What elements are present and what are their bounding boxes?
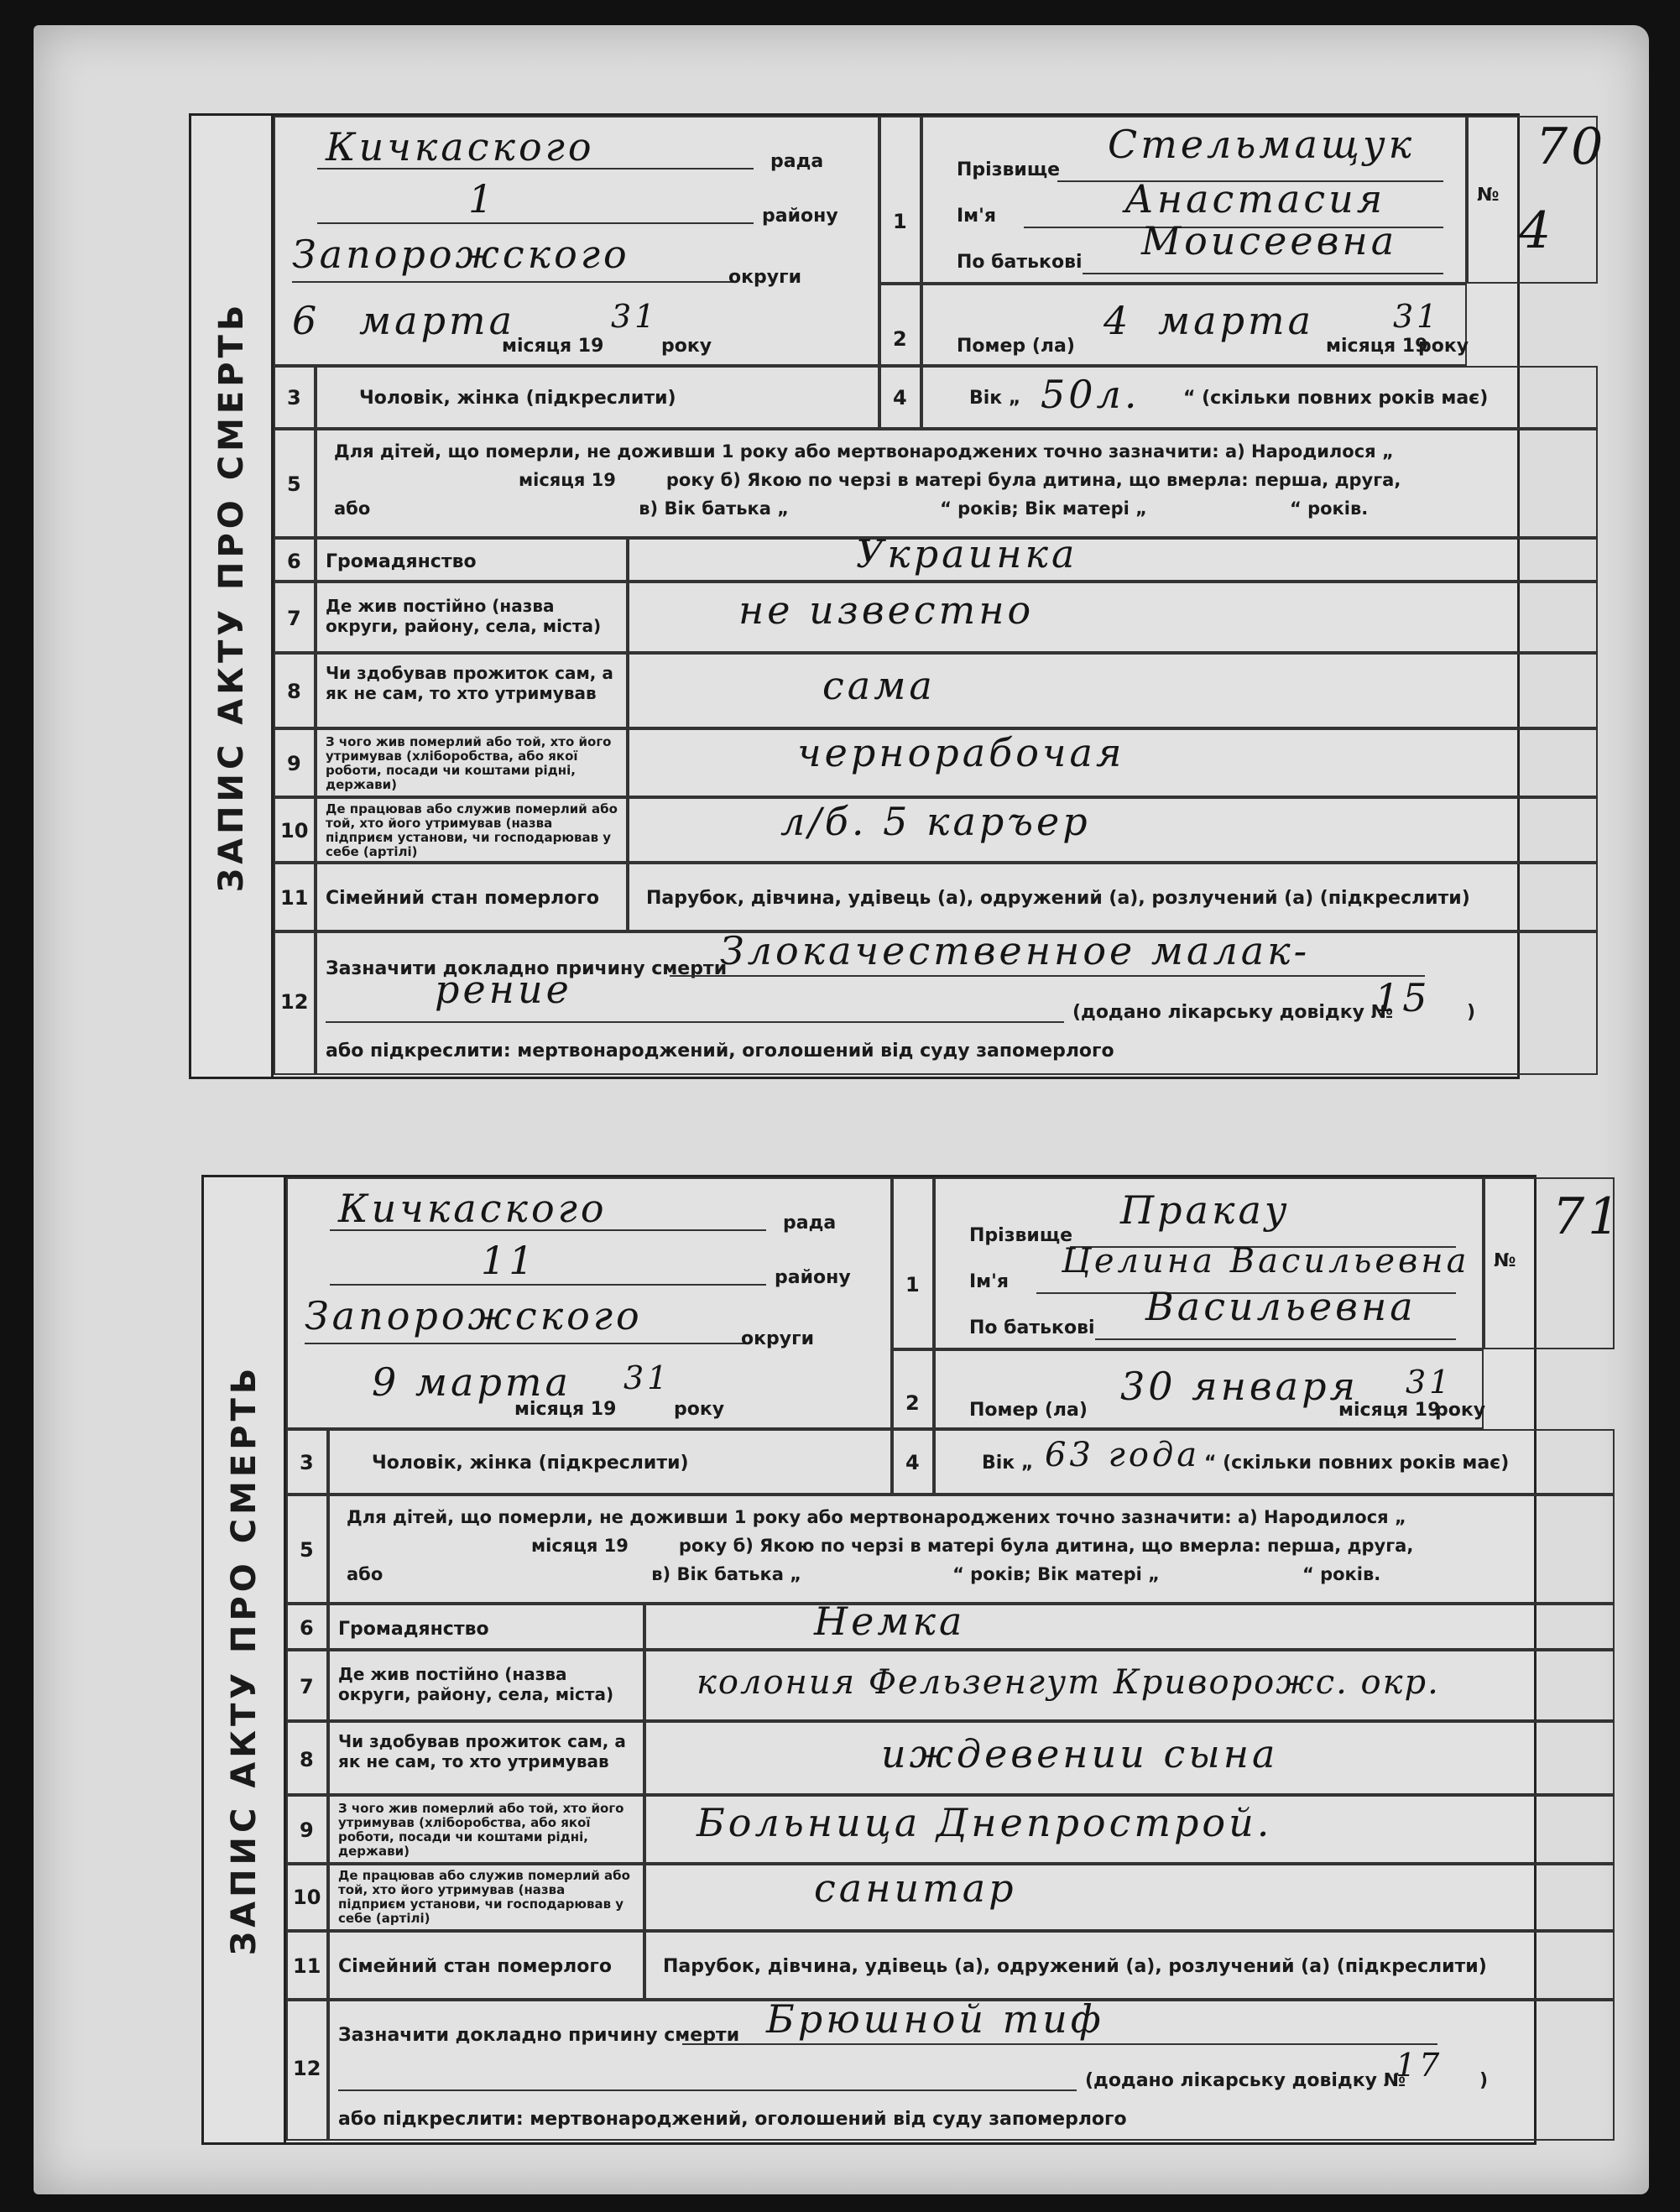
citizenship-cell	[628, 531, 1598, 582]
field-label: Де жив постійно (назва округи, району, села, міста)	[326, 596, 602, 636]
row-number: 9	[300, 1818, 314, 1842]
field-label: району	[775, 1267, 851, 1288]
sex-cell	[316, 366, 879, 429]
row-number: 6	[287, 550, 301, 573]
form-cell	[274, 797, 316, 863]
citizenship-value: Украинка	[856, 531, 1078, 576]
form-cell	[328, 1795, 644, 1864]
cause-of-death-cell	[316, 928, 1598, 1075]
livelihood-cell	[628, 653, 1598, 728]
cause-value-1: Злокачественное малак-	[720, 928, 1311, 973]
workplace-cell	[644, 1864, 1615, 1931]
okrug-value: Запорожского	[292, 232, 630, 277]
death-day-value: 4	[1103, 298, 1132, 343]
form-cell	[274, 366, 316, 429]
field-label: Сімейний стан померлого	[326, 888, 599, 909]
field-label: Зазначити докладно причину смерти	[326, 958, 728, 979]
row-number: 10	[280, 819, 309, 843]
field-label: року	[1418, 336, 1469, 357]
field-label: району	[762, 206, 838, 227]
field-label: місяця 19	[502, 336, 604, 357]
header-registration-cell	[286, 1177, 892, 1429]
livelihood-cell	[644, 1721, 1615, 1795]
form-cell	[328, 1864, 644, 1931]
certificate-number-value: 15	[1375, 975, 1431, 1020]
form-cell	[328, 1721, 644, 1795]
reg-month-value: марта	[359, 298, 516, 343]
row-number: 7	[300, 1675, 314, 1698]
row-number: 2	[893, 327, 907, 351]
form-cell	[316, 863, 628, 931]
form-cell	[286, 1864, 328, 1931]
row-number: 3	[287, 386, 301, 410]
cause-of-death-cell	[328, 1996, 1615, 2141]
form-cell	[274, 728, 316, 797]
form-cell	[328, 1604, 644, 1650]
source-value: чернорабочая	[797, 730, 1125, 775]
row-number: 12	[293, 2057, 321, 2080]
header-registration-cell	[274, 116, 879, 366]
row-number: 12	[280, 990, 309, 1014]
field-label: або підкреслити: мертвонароджений, оголошений від суду запомерлого	[338, 2109, 1127, 2130]
form-cell	[316, 538, 628, 582]
children-info-cell	[328, 1495, 1615, 1604]
row-number: 5	[300, 1538, 314, 1562]
fill-line	[670, 975, 1425, 977]
surname-value: Стельмащук	[1108, 122, 1416, 167]
field-label: рада	[770, 151, 824, 172]
reg-month-value: 9 марта	[372, 1359, 571, 1405]
fill-line	[1095, 1338, 1456, 1340]
source-cell	[644, 1795, 1615, 1864]
name-value: Целина Васильевна	[1062, 1242, 1470, 1281]
form-cell	[274, 931, 316, 1075]
form-cell	[286, 2000, 328, 2141]
reg-day-value: 6	[292, 298, 321, 343]
row-number: 11	[293, 1954, 321, 1978]
patronymic-value: Васильевна	[1145, 1284, 1417, 1329]
field-label: місяця 19	[1326, 336, 1428, 357]
row-number: 1	[893, 210, 907, 233]
field-label: Громадянство	[338, 1619, 489, 1640]
death-record-form-1	[189, 113, 1607, 1079]
fill-line	[305, 1343, 749, 1344]
death-year-value: 31	[1406, 1364, 1453, 1401]
field-label: Зазначити докладно причину смерти	[338, 2025, 740, 2046]
name-value: Анастасия	[1124, 176, 1386, 222]
field-label: рада	[783, 1213, 837, 1234]
document-page	[34, 25, 1649, 2194]
field-label: Вік „	[969, 388, 1021, 409]
form-cell	[274, 538, 316, 582]
form-cell	[286, 1495, 328, 1604]
field-label: Чи здобував прожиток сам, а як не сам, то хто утримував	[338, 1731, 626, 1771]
form-cell	[274, 653, 316, 728]
form-cell	[286, 1604, 328, 1650]
record-number-value: 71	[1552, 1187, 1624, 1246]
okrug-value: Запорожского	[305, 1293, 643, 1338]
form-cell	[286, 1721, 328, 1795]
record-number-value: 70	[1536, 117, 1607, 176]
instruction-text: Для дітей, що померли, не доживши 1 року або мертвонароджених точно зазначити: а) Народилося „	[347, 1507, 1406, 1527]
form-cell	[879, 366, 921, 429]
field-label: Помер (ла)	[969, 1400, 1088, 1421]
fill-line	[317, 222, 754, 224]
field-label: )	[1467, 1002, 1476, 1023]
residence-cell	[628, 582, 1598, 653]
children-info-cell	[316, 429, 1598, 538]
field-label: №	[1494, 1250, 1516, 1271]
fill-line	[338, 2089, 1077, 2091]
fill-line	[330, 1284, 766, 1286]
field-label: Ім'я	[969, 1271, 1010, 1292]
source-cell	[628, 728, 1598, 797]
record-number-2-value: 4	[1519, 201, 1555, 260]
field-label: Чоловік, жінка (підкреслити)	[359, 388, 676, 409]
residence-value: не известно	[738, 587, 1035, 633]
age-value: 63 года	[1045, 1436, 1201, 1474]
form-cell	[316, 582, 628, 653]
workplace-value: санитар	[814, 1865, 1017, 1911]
field-label: Ім'я	[957, 206, 997, 227]
death-year-value: 31	[1393, 298, 1441, 335]
age-value: 50л.	[1041, 372, 1140, 417]
field-label: (додано лікарську довідку №	[1072, 1002, 1394, 1023]
field-label: Де працював або служив померлий або той, хто його утримував (назва підприєм установи, чи господарював у себе (артілі)	[338, 1868, 630, 1926]
field-label: З чого жив померлий або той, хто його утримував (хліборобства, або якої роботи, посади чи коштами рідні, держави)	[326, 734, 612, 792]
death-date-cell	[921, 284, 1467, 366]
field-label: Чи здобував прожиток сам, а як не сам, то хто утримував	[326, 663, 613, 703]
row-number: 4	[893, 386, 907, 410]
field-label: Помер (ла)	[957, 336, 1075, 357]
family-status-cell	[628, 863, 1598, 931]
fill-line	[317, 168, 754, 170]
rada-value: Кичкаского	[326, 124, 595, 170]
field-label: Чоловік, жінка (підкреслити)	[372, 1453, 689, 1474]
form-cell	[316, 653, 628, 728]
record-number-cell	[1467, 116, 1607, 284]
row-number: 3	[300, 1451, 314, 1474]
field-label: Сімейний стан померлого	[338, 1956, 612, 1977]
death-month-value: 30 января	[1120, 1364, 1359, 1409]
citizenship-cell	[644, 1599, 1615, 1650]
row-number: 2	[905, 1391, 920, 1415]
age-cell	[921, 366, 1598, 429]
source-value: Больница Днепрострой.	[697, 1800, 1273, 1845]
row-number: 4	[905, 1451, 920, 1474]
fill-line	[326, 1021, 1064, 1023]
field-label: округи	[728, 267, 802, 288]
row-number: 10	[293, 1886, 321, 1909]
family-status-cell	[644, 1931, 1615, 2000]
livelihood-value: иждевении сына	[881, 1731, 1279, 1776]
patronymic-value: Моисеевна	[1141, 218, 1398, 263]
rada-value: Кичкаского	[338, 1186, 608, 1231]
form-cell	[286, 1795, 328, 1864]
field-label: №	[1477, 185, 1500, 206]
form-cell	[316, 728, 628, 797]
form-cell	[879, 284, 921, 366]
form-cell	[892, 1349, 934, 1429]
instruction-text: місяця 19 року б) Якою по черзі в матері була дитина, що вмерла: перша, друга,	[531, 1536, 1414, 1556]
fill-line	[1083, 273, 1443, 274]
reg-year-value: 31	[611, 298, 659, 335]
form-cell	[274, 429, 316, 538]
instruction-text: або в) Вік батька „ “ років; Вік матері „ “ років.	[347, 1564, 1381, 1584]
residence-value: колония Фельзенгут Криворожс. окр.	[697, 1663, 1440, 1702]
field-label: Де жив постійно (назва округи, району, села, міста)	[338, 1664, 614, 1704]
field-label: місяця 19	[514, 1399, 617, 1420]
form-cell	[892, 1429, 934, 1495]
row-number: 5	[287, 472, 301, 496]
field-label: місяця 19	[1338, 1400, 1441, 1421]
residence-cell	[644, 1650, 1615, 1721]
field-label: року	[661, 336, 712, 357]
instruction-text: або в) Вік батька „ “ років; Вік матері „ “ років.	[334, 498, 1369, 519]
field-label: )	[1479, 2070, 1489, 2091]
workplace-cell	[628, 797, 1598, 863]
field-label: Вік „	[982, 1453, 1034, 1474]
form-vertical-title: ЗАПИС АКТУ ПРО СМЕРТЬ	[191, 116, 274, 1077]
death-record-form-2	[201, 1175, 1624, 2145]
field-label: Парубок, дівчина, удівець (а), одружений (а), розлучений (а) (підкреслити)	[663, 1956, 1487, 1977]
field-label: (додано лікарську довідку №	[1085, 2070, 1406, 2091]
form-cell	[892, 1177, 934, 1349]
name-cell	[921, 116, 1467, 284]
field-label: року	[674, 1399, 725, 1420]
fill-line	[292, 281, 737, 283]
form-cell	[328, 1650, 644, 1721]
cause-value-1: Брюшной тиф	[766, 1996, 1104, 2042]
workplace-value: л/б. 5 каръер	[780, 799, 1091, 844]
row-number: 8	[300, 1748, 314, 1771]
instruction-text: місяця 19 року б) Якою по черзі в матері була дитина, що вмерла: перша, друга,	[519, 470, 1401, 490]
cause-value-2: рение	[435, 967, 572, 1012]
fill-line	[682, 2043, 1437, 2045]
certificate-number-value: 17	[1396, 2047, 1443, 2084]
field-label: або підкреслити: мертвонароджений, оголошений від суду запомерлого	[326, 1041, 1114, 1062]
form-cell	[286, 1931, 328, 2000]
reg-year-value: 31	[623, 1359, 671, 1396]
field-label: округи	[741, 1328, 815, 1349]
field-label: Прізвище	[957, 159, 1061, 180]
field-label: З чого жив померлий або той, хто його утримував (хліборобства, або якої роботи, посади чи коштами рідні, держави)	[338, 1801, 624, 1859]
raion-value: 11	[481, 1238, 537, 1283]
field-label: Прізвище	[969, 1225, 1073, 1246]
livelihood-value: сама	[822, 663, 936, 708]
form-cell	[286, 1429, 328, 1495]
form-cell	[879, 116, 921, 284]
form-cell	[274, 582, 316, 653]
name-cell	[934, 1177, 1484, 1349]
field-label: По батькові	[969, 1317, 1095, 1338]
field-label: “ (скільки повних років має)	[1204, 1453, 1510, 1474]
death-month-value: марта	[1158, 298, 1315, 343]
form-cell	[274, 863, 316, 931]
fill-line	[330, 1229, 766, 1231]
field-label: “ (скільки повних років має)	[1183, 388, 1489, 409]
field-label: По батькові	[957, 252, 1083, 273]
field-label: Громадянство	[326, 551, 477, 572]
form-cell	[316, 797, 628, 863]
field-label: Парубок, дівчина, удівець (а), одружений (а), розлучений (а) (підкреслити)	[646, 888, 1470, 909]
citizenship-value: Немка	[814, 1599, 966, 1644]
sex-cell	[328, 1429, 892, 1495]
row-number: 6	[300, 1616, 314, 1640]
surname-value: Пракау	[1120, 1187, 1291, 1233]
instruction-text: Для дітей, що померли, не доживши 1 року або мертвонароджених точно зазначити: а) Народилося „	[334, 441, 1394, 462]
record-number-cell	[1484, 1177, 1624, 1349]
row-number: 9	[287, 752, 301, 775]
field-label: року	[1435, 1400, 1486, 1421]
field-label: Де працював або служив померлий або той, хто його утримував (назва підприєм установи, чи господарював у себе (артілі)	[326, 801, 618, 859]
form-vertical-title: ЗАПИС АКТУ ПРО СМЕРТЬ	[204, 1177, 286, 2142]
age-cell	[934, 1429, 1615, 1495]
form-cell	[328, 1931, 644, 2000]
row-number: 1	[905, 1273, 920, 1296]
row-number: 11	[280, 886, 309, 910]
raion-value: 1	[468, 176, 497, 222]
form-cell	[286, 1650, 328, 1721]
row-number: 7	[287, 607, 301, 630]
row-number: 8	[287, 680, 301, 703]
death-date-cell	[934, 1349, 1484, 1429]
